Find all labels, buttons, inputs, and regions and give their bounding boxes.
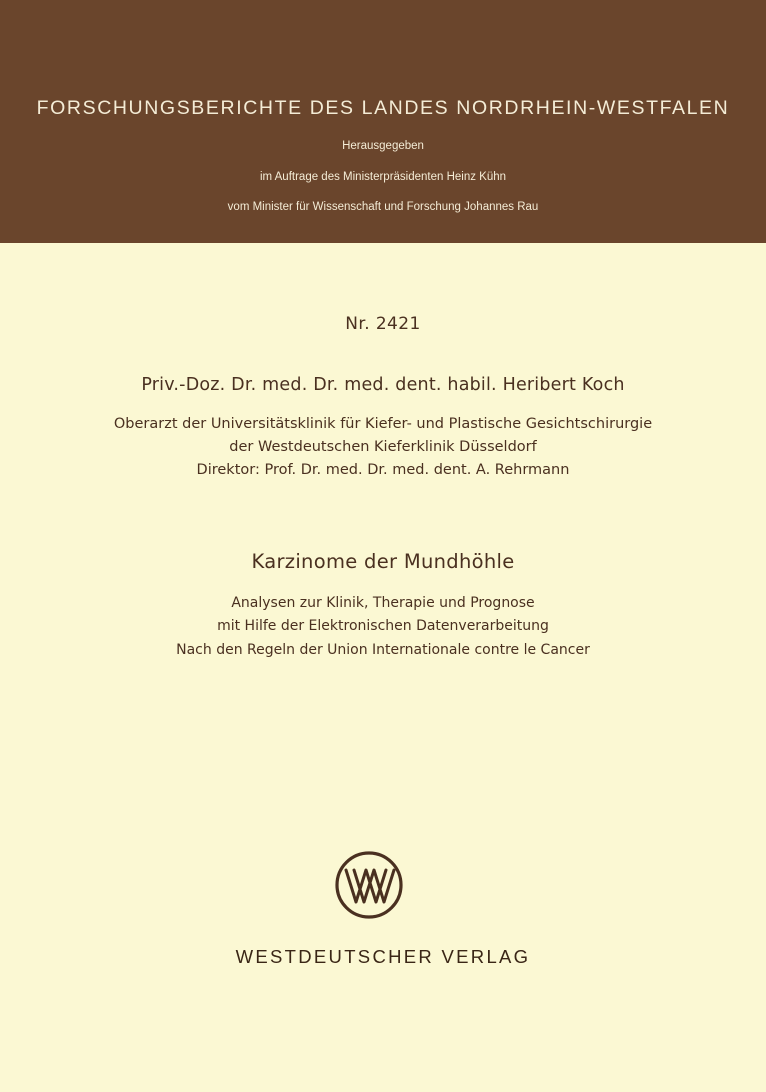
subtitle-line-2: mit Hilfe der Elektronischen Datenverarbeitung	[217, 618, 549, 634]
affiliation-line-3: Direktor: Prof. Dr. med. Dr. med. dent. A. Rehrmann	[196, 462, 570, 478]
publisher-logo-icon	[334, 850, 404, 920]
publisher-name: WESTDEUTSCHER VERLAG	[235, 946, 531, 967]
affiliation-line-2: der Westdeutschen Kieferklinik Düsseldorf	[229, 439, 537, 455]
series-title: FORSCHUNGSBERICHTE DES LANDES NORDRHEIN-WESTFALEN	[36, 97, 730, 119]
editor-line-3: vom Minister für Wissenschaft und Forschung Johannes Rau	[227, 201, 539, 213]
affiliation-line-1: Oberarzt der Universitätsklinik für Kiefer- und Plastische Gesichtschirurgie	[113, 416, 653, 432]
subtitle-line-3: Nach den Regeln der Union Internationale contre le Cancer	[176, 642, 590, 658]
book-title: Karzinome der Mundhöhle	[251, 550, 515, 573]
author-name: Priv.-Doz. Dr. med. Dr. med. dent. habil. Heribert Koch	[141, 375, 625, 395]
subtitle-line-1: Analysen zur Klinik, Therapie und Prognose	[231, 595, 535, 611]
editor-line-2: im Auftrage des Ministerpräsidenten Heinz Kühn	[259, 171, 507, 183]
editor-line-1: Herausgegeben	[342, 140, 424, 152]
series-banner	[0, 0, 766, 243]
series-number: Nr. 2421	[345, 314, 421, 334]
